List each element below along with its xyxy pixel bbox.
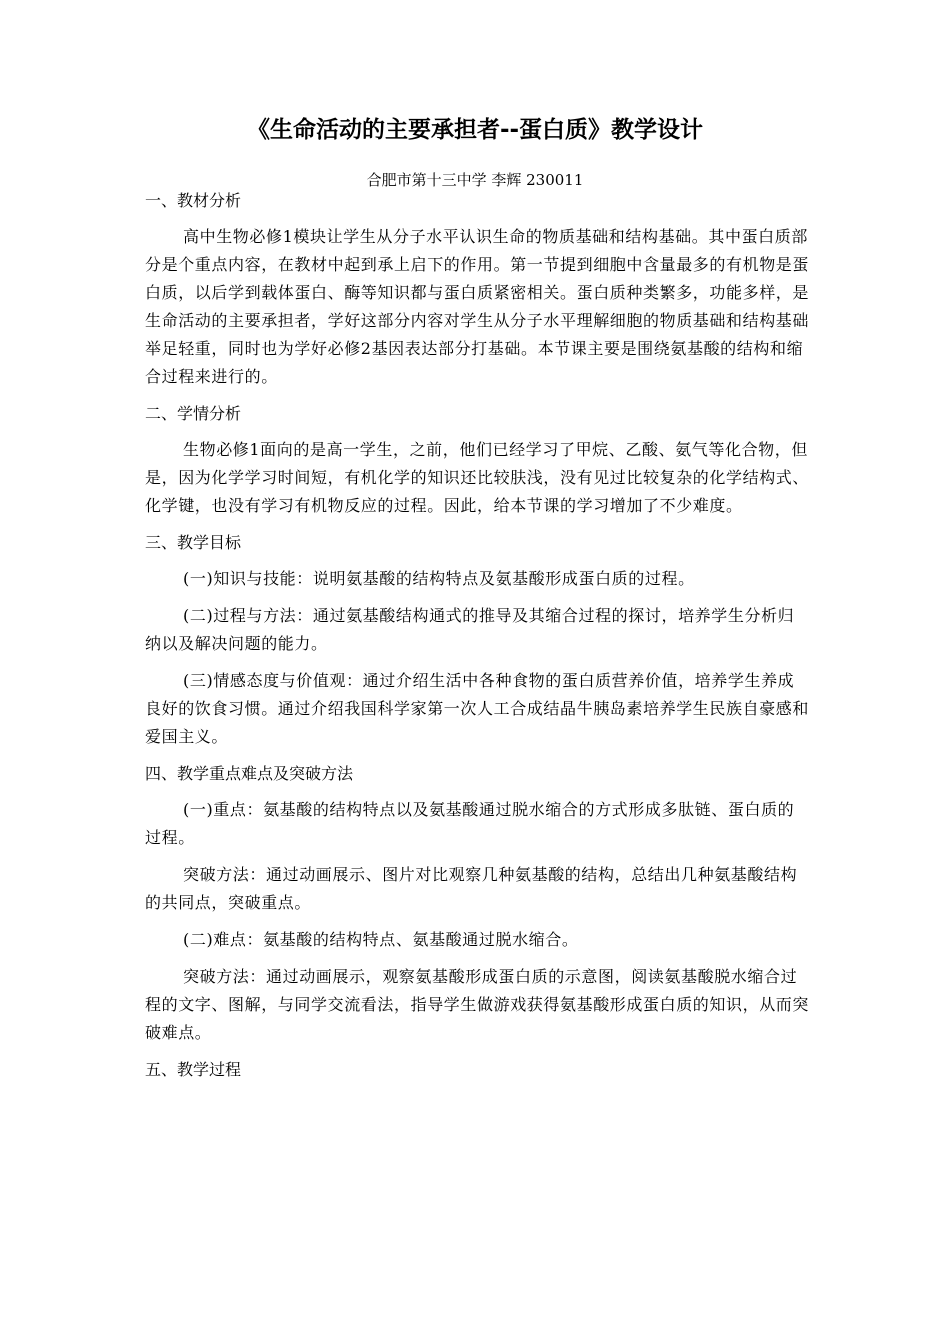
paragraph: 突破方法：通过动画展示，观察氨基酸形成蛋白质的示意图，阅读氨基酸脱水缩合过程的文字、图解，与同学交流看法，指导学生做游戏获得氨基酸形成蛋白质的知识，从而突破难点。 [145, 967, 810, 1042]
author-line: 合肥市第十三中学 李辉 230011 [366, 171, 584, 189]
document-title: 《生命活动的主要承担者--蛋白质》教学设计 [246, 117, 704, 143]
section-heading-teaching-process: 五、教学过程 [145, 1060, 242, 1079]
paragraph: (一)知识与技能：说明氨基酸的结构特点及氨基酸形成蛋白质的过程。 [183, 569, 695, 588]
section-heading-key-points: 四、教学重点难点及突破方法 [145, 764, 354, 783]
paragraph: 高中生物必修1模块让学生从分子水平认识生命的物质基础和结构基础。其中蛋白质部分是个重点内容，在教材中起到承上启下的作用。第一节提到细胞中含量最多的有机物是蛋白质，以后学到载体蛋白、酶等知识都与蛋白质紧密相关。蛋白质种类繁多，功能多样，是生命活动的主要承担者，学好这部分内容对学生从分子水平理解细胞的物质基础和结构基础举足轻重，同时也为学好必修2基因表达部分打基础。本节课主要是围绕氨基酸的结构和缩合过程来进行的。 [145, 227, 810, 386]
section-heading-teaching-goals: 三、教学目标 [145, 533, 242, 552]
paragraph: (二)难点：氨基酸的结构特点、氨基酸通过脱水缩合。 [183, 930, 579, 949]
paragraph: (三)情感态度与价值观：通过介绍生活中各种食物的蛋白质营养价值，培养学生养成良好的饮食习惯。通过介绍我国科学家第一次人工合成结晶牛胰岛素培养学生民族自豪感和爱国主义。 [145, 671, 810, 746]
paragraph: 生物必修1面向的是高一学生，之前，他们已经学习了甲烷、乙酸、氨气等化合物，但是，因为化学学习时间短，有机化学的知识还比较肤浅，没有见过比较复杂的化学结构式、化学键，也没有学习有机物反应的过程。因此，给本节课的学习增加了不少难度。 [145, 440, 810, 515]
paragraph: (一)重点：氨基酸的结构特点以及氨基酸通过脱水缩合的方式形成多肽链、蛋白质的过程。 [145, 800, 795, 847]
section-heading-textbook-analysis: 一、教材分析 [145, 191, 242, 210]
document-body [145, 187, 810, 1092]
paragraph: (二)过程与方法：通过氨基酸结构通式的推导及其缩合过程的探讨，培养学生分析归纳以及解决问题的能力。 [145, 606, 795, 653]
paragraph: 突破方法：通过动画展示、图片对比观察几种氨基酸的结构，总结出几种氨基酸结构的共同点，突破重点。 [145, 865, 798, 912]
section-heading-student-analysis: 二、学情分析 [145, 404, 242, 423]
